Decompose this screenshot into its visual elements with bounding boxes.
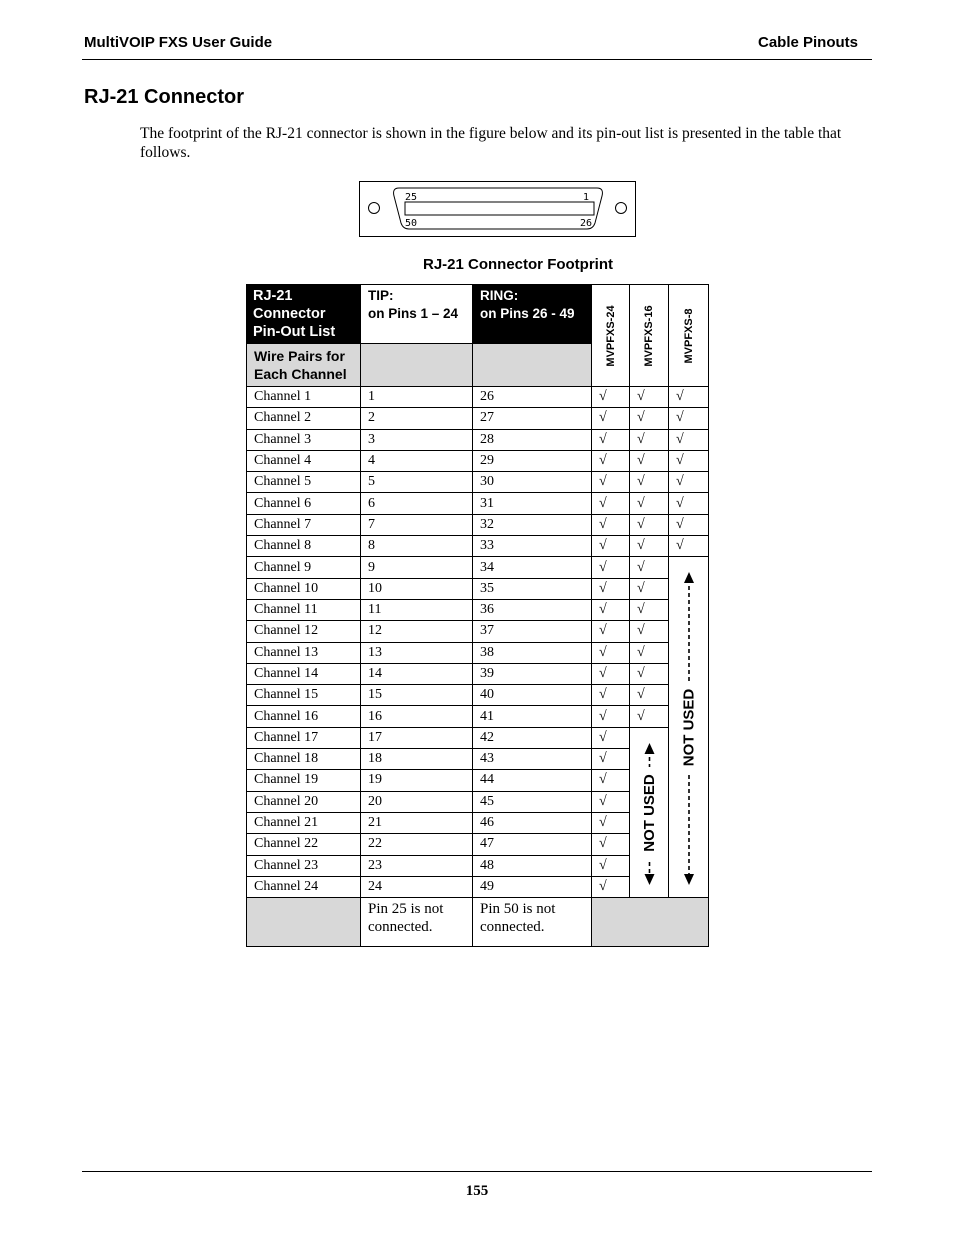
- check-24-cell: √: [592, 706, 630, 727]
- table-row: [247, 685, 709, 706]
- check-24-cell: √: [592, 855, 630, 876]
- channel-cell: Channel 16: [247, 706, 361, 727]
- channel-cell: Channel 23: [247, 855, 361, 876]
- tip-pin-cell: 10: [361, 578, 473, 599]
- header-rule: [82, 59, 872, 60]
- ring-pin-cell: 45: [473, 791, 592, 812]
- not-used-16-arrow-up-icon: [645, 743, 655, 754]
- check-24-cell: √: [592, 685, 630, 706]
- channel-cell: Channel 1: [247, 387, 361, 408]
- check-24-cell: √: [592, 621, 630, 642]
- check-8-cell: √: [669, 493, 709, 514]
- ring-pin-cell: 28: [473, 429, 592, 450]
- check-8-cell: √: [669, 472, 709, 493]
- ring-pin-cell: 29: [473, 450, 592, 471]
- channel-cell: Channel 10: [247, 578, 361, 599]
- check-16-cell: √: [630, 621, 669, 642]
- channel-cell: Channel 20: [247, 791, 361, 812]
- tip-pin-cell: 19: [361, 770, 473, 791]
- check-16-cell: √: [630, 578, 669, 599]
- tip-pin-cell: 8: [361, 536, 473, 557]
- table-row: [247, 429, 709, 450]
- check-8-cell: √: [669, 450, 709, 471]
- table-header-row: [247, 285, 709, 344]
- table-row: [247, 536, 709, 557]
- ring-pin-cell: 32: [473, 514, 592, 535]
- tip-pin-cell: 24: [361, 876, 473, 897]
- wire-pairs-header-cell: Wire Pairs for Each Channel: [247, 344, 361, 387]
- check-16-cell: √: [630, 536, 669, 557]
- not-used-16-arrow-down-icon: [645, 874, 655, 885]
- check-24-cell: √: [592, 749, 630, 770]
- not-used-16-graphic: [630, 728, 669, 898]
- ring-pin-cell: 38: [473, 642, 592, 663]
- table-row: [247, 706, 709, 727]
- model-header-24: [592, 285, 630, 387]
- tip-pin-cell: 15: [361, 685, 473, 706]
- mounting-hole-left: [369, 203, 380, 214]
- pin-label-1: 1: [583, 192, 590, 203]
- tip-pin-cell: 11: [361, 599, 473, 620]
- channel-cell: Channel 2: [247, 408, 361, 429]
- check-8-cell: √: [669, 408, 709, 429]
- tip-pin-cell: 9: [361, 557, 473, 578]
- intro-paragraph: The footprint of the RJ-21 connector is shown in the figure below and its pin-out list is presented in the table that follows.: [140, 125, 842, 161]
- table-row: [247, 599, 709, 620]
- check-8-cell: √: [669, 387, 709, 408]
- table-row: [247, 387, 709, 408]
- model-header-8: [669, 285, 709, 387]
- ring-pin-cell: 27: [473, 408, 592, 429]
- tip-pin-cell: 16: [361, 706, 473, 727]
- channel-cell: Channel 24: [247, 876, 361, 897]
- check-8-cell: √: [669, 514, 709, 535]
- check-24-cell: √: [592, 536, 630, 557]
- channel-cell: Channel 18: [247, 749, 361, 770]
- model-label-8: MVPFXS-8: [682, 307, 695, 364]
- mounting-hole-right: [616, 203, 627, 214]
- check-16-cell: √: [630, 663, 669, 684]
- ring-note-cell: Pin 50 is not connected.: [473, 898, 592, 947]
- table-row: [247, 472, 709, 493]
- rj21-connector-diagram: [359, 181, 636, 237]
- ring-pin-cell: 41: [473, 706, 592, 727]
- ring-pin-cell: 43: [473, 749, 592, 770]
- ring-pin-cell: 31: [473, 493, 592, 514]
- ring-pin-cell: 26: [473, 387, 592, 408]
- table-row: [247, 578, 709, 599]
- check-24-cell: √: [592, 450, 630, 471]
- ring-pin-cell: 42: [473, 727, 592, 748]
- check-24-cell: √: [592, 514, 630, 535]
- check-24-cell: √: [592, 834, 630, 855]
- tip-pin-cell: 2: [361, 408, 473, 429]
- tip-pin-cell: 23: [361, 855, 473, 876]
- table-row: [247, 408, 709, 429]
- channel-cell: Channel 11: [247, 599, 361, 620]
- model-header-16: [630, 285, 669, 387]
- check-24-cell: √: [592, 876, 630, 897]
- ring-pin-cell: 36: [473, 599, 592, 620]
- channel-cell: Channel 5: [247, 472, 361, 493]
- model-label-16: MVPFXS-16: [643, 304, 655, 367]
- running-header-section: Cable Pinouts: [757, 34, 858, 51]
- check-24-cell: √: [592, 472, 630, 493]
- channel-cell: Channel 7: [247, 514, 361, 535]
- table-row: [247, 727, 709, 748]
- channel-cell: Channel 6: [247, 493, 361, 514]
- pin-label-26: 26: [580, 218, 593, 229]
- check-24-cell: √: [592, 408, 630, 429]
- footer-models-blank-cell: [592, 898, 709, 947]
- footer-blank-cell: [247, 898, 361, 947]
- channel-cell: Channel 17: [247, 727, 361, 748]
- check-24-cell: √: [592, 387, 630, 408]
- check-16-cell: √: [630, 685, 669, 706]
- table-footer-row: [247, 898, 709, 947]
- check-16-cell: √: [630, 450, 669, 471]
- check-24-cell: √: [592, 727, 630, 748]
- ring-subheader-blank: [473, 344, 592, 387]
- check-16-cell: √: [630, 642, 669, 663]
- tip-pin-cell: 13: [361, 642, 473, 663]
- ring-pin-cell: 46: [473, 812, 592, 833]
- check-16-cell: √: [630, 514, 669, 535]
- tip-pin-cell: 1: [361, 387, 473, 408]
- check-24-cell: √: [592, 791, 630, 812]
- check-16-cell: √: [630, 472, 669, 493]
- tip-pin-cell: 18: [361, 749, 473, 770]
- channel-cell: Channel 4: [247, 450, 361, 471]
- channel-cell: Channel 22: [247, 834, 361, 855]
- ring-pin-cell: 34: [473, 557, 592, 578]
- tip-subheader-blank: [361, 344, 473, 387]
- check-24-cell: √: [592, 557, 630, 578]
- ring-pin-cell: 47: [473, 834, 592, 855]
- model-label-24: MVPFXS-24: [604, 304, 617, 367]
- page-number: 155: [465, 1183, 489, 1199]
- ring-pin-cell: 44: [473, 770, 592, 791]
- check-24-cell: √: [592, 578, 630, 599]
- section-title: RJ-21 Connector: [84, 86, 245, 108]
- channel-cell: Channel 19: [247, 770, 361, 791]
- check-24-cell: √: [592, 599, 630, 620]
- footer-rule: [82, 1171, 872, 1172]
- ring-pin-cell: 37: [473, 621, 592, 642]
- not-used-8-cell: [669, 557, 709, 898]
- tip-pin-cell: 20: [361, 791, 473, 812]
- channel-cell: Channel 13: [247, 642, 361, 663]
- not-used-16-cell: [630, 727, 669, 897]
- tip-header-cell: TIP: on Pins 1 – 24: [361, 285, 473, 344]
- not-used-8-label: NOT USED: [680, 689, 698, 767]
- tip-pin-cell: 17: [361, 727, 473, 748]
- check-8-cell: √: [669, 429, 709, 450]
- tip-pin-cell: 5: [361, 472, 473, 493]
- tip-pin-cell: 21: [361, 812, 473, 833]
- tip-pin-cell: 12: [361, 621, 473, 642]
- ring-pin-cell: 33: [473, 536, 592, 557]
- table-row: [247, 450, 709, 471]
- tip-pin-cell: 7: [361, 514, 473, 535]
- tip-pin-cell: 14: [361, 663, 473, 684]
- running-header-title: MultiVOIP FXS User Guide: [84, 34, 273, 51]
- not-used-16-label: NOT USED: [641, 773, 658, 852]
- table-title-cell: RJ-21 Connector Pin-Out List: [247, 285, 361, 344]
- check-8-cell: √: [669, 536, 709, 557]
- tip-pin-cell: 3: [361, 429, 473, 450]
- channel-cell: Channel 9: [247, 557, 361, 578]
- check-16-cell: √: [630, 429, 669, 450]
- tip-pin-cell: 4: [361, 450, 473, 471]
- channel-cell: Channel 21: [247, 812, 361, 833]
- not-used-8-arrow-up-icon: [684, 572, 694, 583]
- check-24-cell: √: [592, 770, 630, 791]
- check-16-cell: √: [630, 387, 669, 408]
- check-16-cell: √: [630, 599, 669, 620]
- table-row: [247, 642, 709, 663]
- check-16-cell: √: [630, 557, 669, 578]
- pin-label-50: 50: [405, 218, 418, 229]
- pin-label-25: 25: [405, 192, 418, 203]
- table-row: [247, 621, 709, 642]
- check-16-cell: √: [630, 493, 669, 514]
- check-24-cell: √: [592, 663, 630, 684]
- channel-cell: Channel 8: [247, 536, 361, 557]
- channel-cell: Channel 15: [247, 685, 361, 706]
- channel-cell: Channel 3: [247, 429, 361, 450]
- table-row: [247, 557, 709, 578]
- channel-cell: Channel 14: [247, 663, 361, 684]
- channel-cell: Channel 12: [247, 621, 361, 642]
- tip-pin-cell: 22: [361, 834, 473, 855]
- ring-pin-cell: 40: [473, 685, 592, 706]
- check-16-cell: √: [630, 408, 669, 429]
- table-row: [247, 493, 709, 514]
- pin-block: [405, 202, 594, 215]
- figure-caption: RJ-21 Connector Footprint: [423, 256, 613, 273]
- ring-header-cell: RING: on Pins 26 - 49: [473, 285, 592, 344]
- ring-pin-cell: 39: [473, 663, 592, 684]
- not-used-8-graphic: [669, 557, 709, 897]
- ring-pin-cell: 49: [473, 876, 592, 897]
- table-row: [247, 663, 709, 684]
- check-24-cell: √: [592, 429, 630, 450]
- ring-pin-cell: 48: [473, 855, 592, 876]
- check-16-cell: √: [630, 706, 669, 727]
- table-row: [247, 514, 709, 535]
- not-used-8-arrow-down-icon: [684, 874, 694, 885]
- tip-note-cell: Pin 25 is not connected.: [361, 898, 473, 947]
- ring-pin-cell: 35: [473, 578, 592, 599]
- tip-pin-cell: 6: [361, 493, 473, 514]
- check-24-cell: √: [592, 493, 630, 514]
- check-24-cell: √: [592, 642, 630, 663]
- check-24-cell: √: [592, 812, 630, 833]
- ring-pin-cell: 30: [473, 472, 592, 493]
- pinout-table: [246, 284, 709, 947]
